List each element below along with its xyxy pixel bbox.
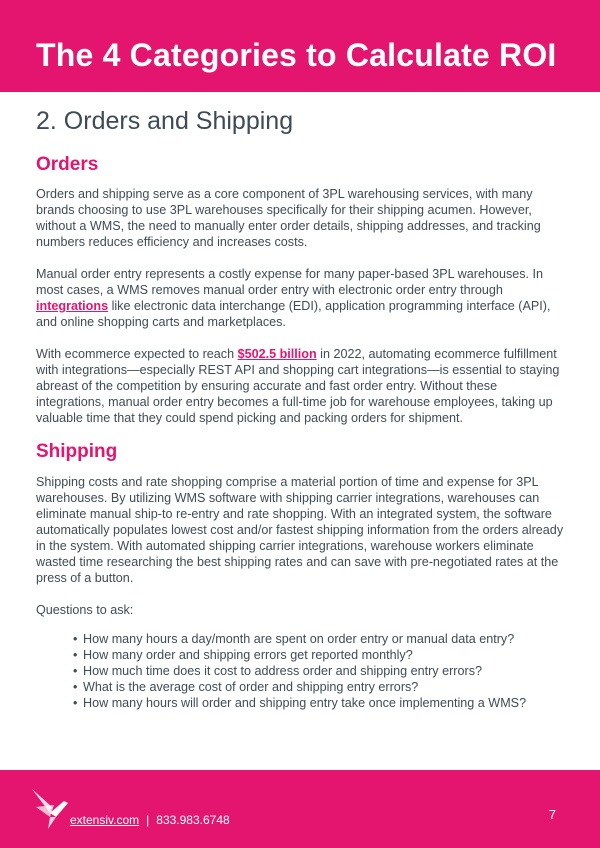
shipping-paragraph-1-text: Shipping costs and rate shopping comprise a material portion of time and expense for 3PL warehouses. By utilizing WMS software with shipping carrier integrations, warehouses can eliminate manual ship-to re-entry and rate shopping. With an integrated system, the software automatically populates lowest cost and/or fastest shipping information from the orders already in the system. With automated shipping carrier integrations, warehouse workers eliminate wasted time researching the best shipping rates and can save with pre-negotiated rates at the press of a button.	[36, 475, 564, 585]
bullet-icon: •	[73, 632, 78, 646]
orders-paragraph-3-text-a: With ecommerce expected to reach	[36, 347, 238, 361]
bullet-icon: •	[73, 664, 78, 678]
page-footer	[0, 770, 600, 848]
orders-paragraph-1-text: Orders and shipping serve as a core component of 3PL warehousing services, with many brands choosing to use 3PL warehouses specifically for their shipping acumen. However, without a WMS, the need to manually enter order details, shipping addresses, and tracking numbers reduces efficiency and increases costs.	[36, 187, 541, 249]
page-header	[0, 0, 600, 92]
questions-list	[73, 631, 600, 711]
orders-paragraph-2	[36, 266, 564, 330]
list-item	[73, 663, 600, 679]
shipping-paragraph-1	[36, 474, 564, 586]
orders-paragraph-3-text-b: in 2022, automating ecommerce fulfillment with integrations—especially REST API and shopping cart integrations—is essential to staying abreast of the competition by ensuring accurate and fast order entry. Without these integrations, manual order entry becomes a full-time job for warehouse employees, taking up valuable time that they could spend picking and packing orders for shipment.	[36, 347, 560, 425]
website-link[interactable]: extensiv.com	[70, 813, 140, 827]
questions-intro: Questions to ask:	[36, 603, 134, 617]
orders-paragraph-3	[36, 346, 564, 426]
page-title: The 4 Categories to Calculate ROI	[36, 37, 557, 73]
shipping-heading: Shipping	[36, 441, 118, 462]
section-title: 2. Orders and Shipping	[36, 107, 294, 135]
phone-number: 833.983.6748	[156, 813, 230, 827]
bullet-icon: •	[73, 648, 78, 662]
orders-paragraph-1	[36, 186, 564, 250]
bullet-icon: •	[73, 696, 78, 710]
list-item	[73, 647, 600, 663]
orders-heading: Orders	[36, 154, 99, 175]
footer-separator: |	[146, 813, 150, 827]
list-item	[73, 695, 600, 711]
extensiv-bird-logo-icon	[30, 787, 70, 831]
list-item	[73, 631, 600, 647]
orders-paragraph-2-text-b: like electronic data interchange (EDI), application programming interface (API), and online shopping carts and marketplaces.	[36, 299, 551, 329]
page-number: 7	[548, 807, 556, 822]
bullet-icon: •	[73, 680, 78, 694]
footer-contact	[70, 813, 230, 827]
ecommerce-stat-link[interactable]: $502.5 billion	[237, 347, 317, 361]
list-item	[73, 679, 600, 695]
question-text: How much time does it cost to address order and shipping entry errors?	[83, 664, 482, 678]
question-text: How many order and shipping errors get reported monthly?	[83, 648, 413, 662]
question-text: How many hours a day/month are spent on order entry or manual data entry?	[83, 632, 515, 646]
main-content	[36, 104, 564, 711]
orders-paragraph-2-text-a: Manual order entry represents a costly expense for many paper-based 3PL warehouses. In most cases, a WMS removes manual order entry with electronic order entry through	[36, 267, 544, 297]
question-text: What is the average cost of order and shipping entry errors?	[83, 680, 419, 694]
question-text: How many hours will order and shipping entry take once implementing a WMS?	[83, 696, 527, 710]
integrations-link[interactable]: integrations	[36, 299, 109, 313]
